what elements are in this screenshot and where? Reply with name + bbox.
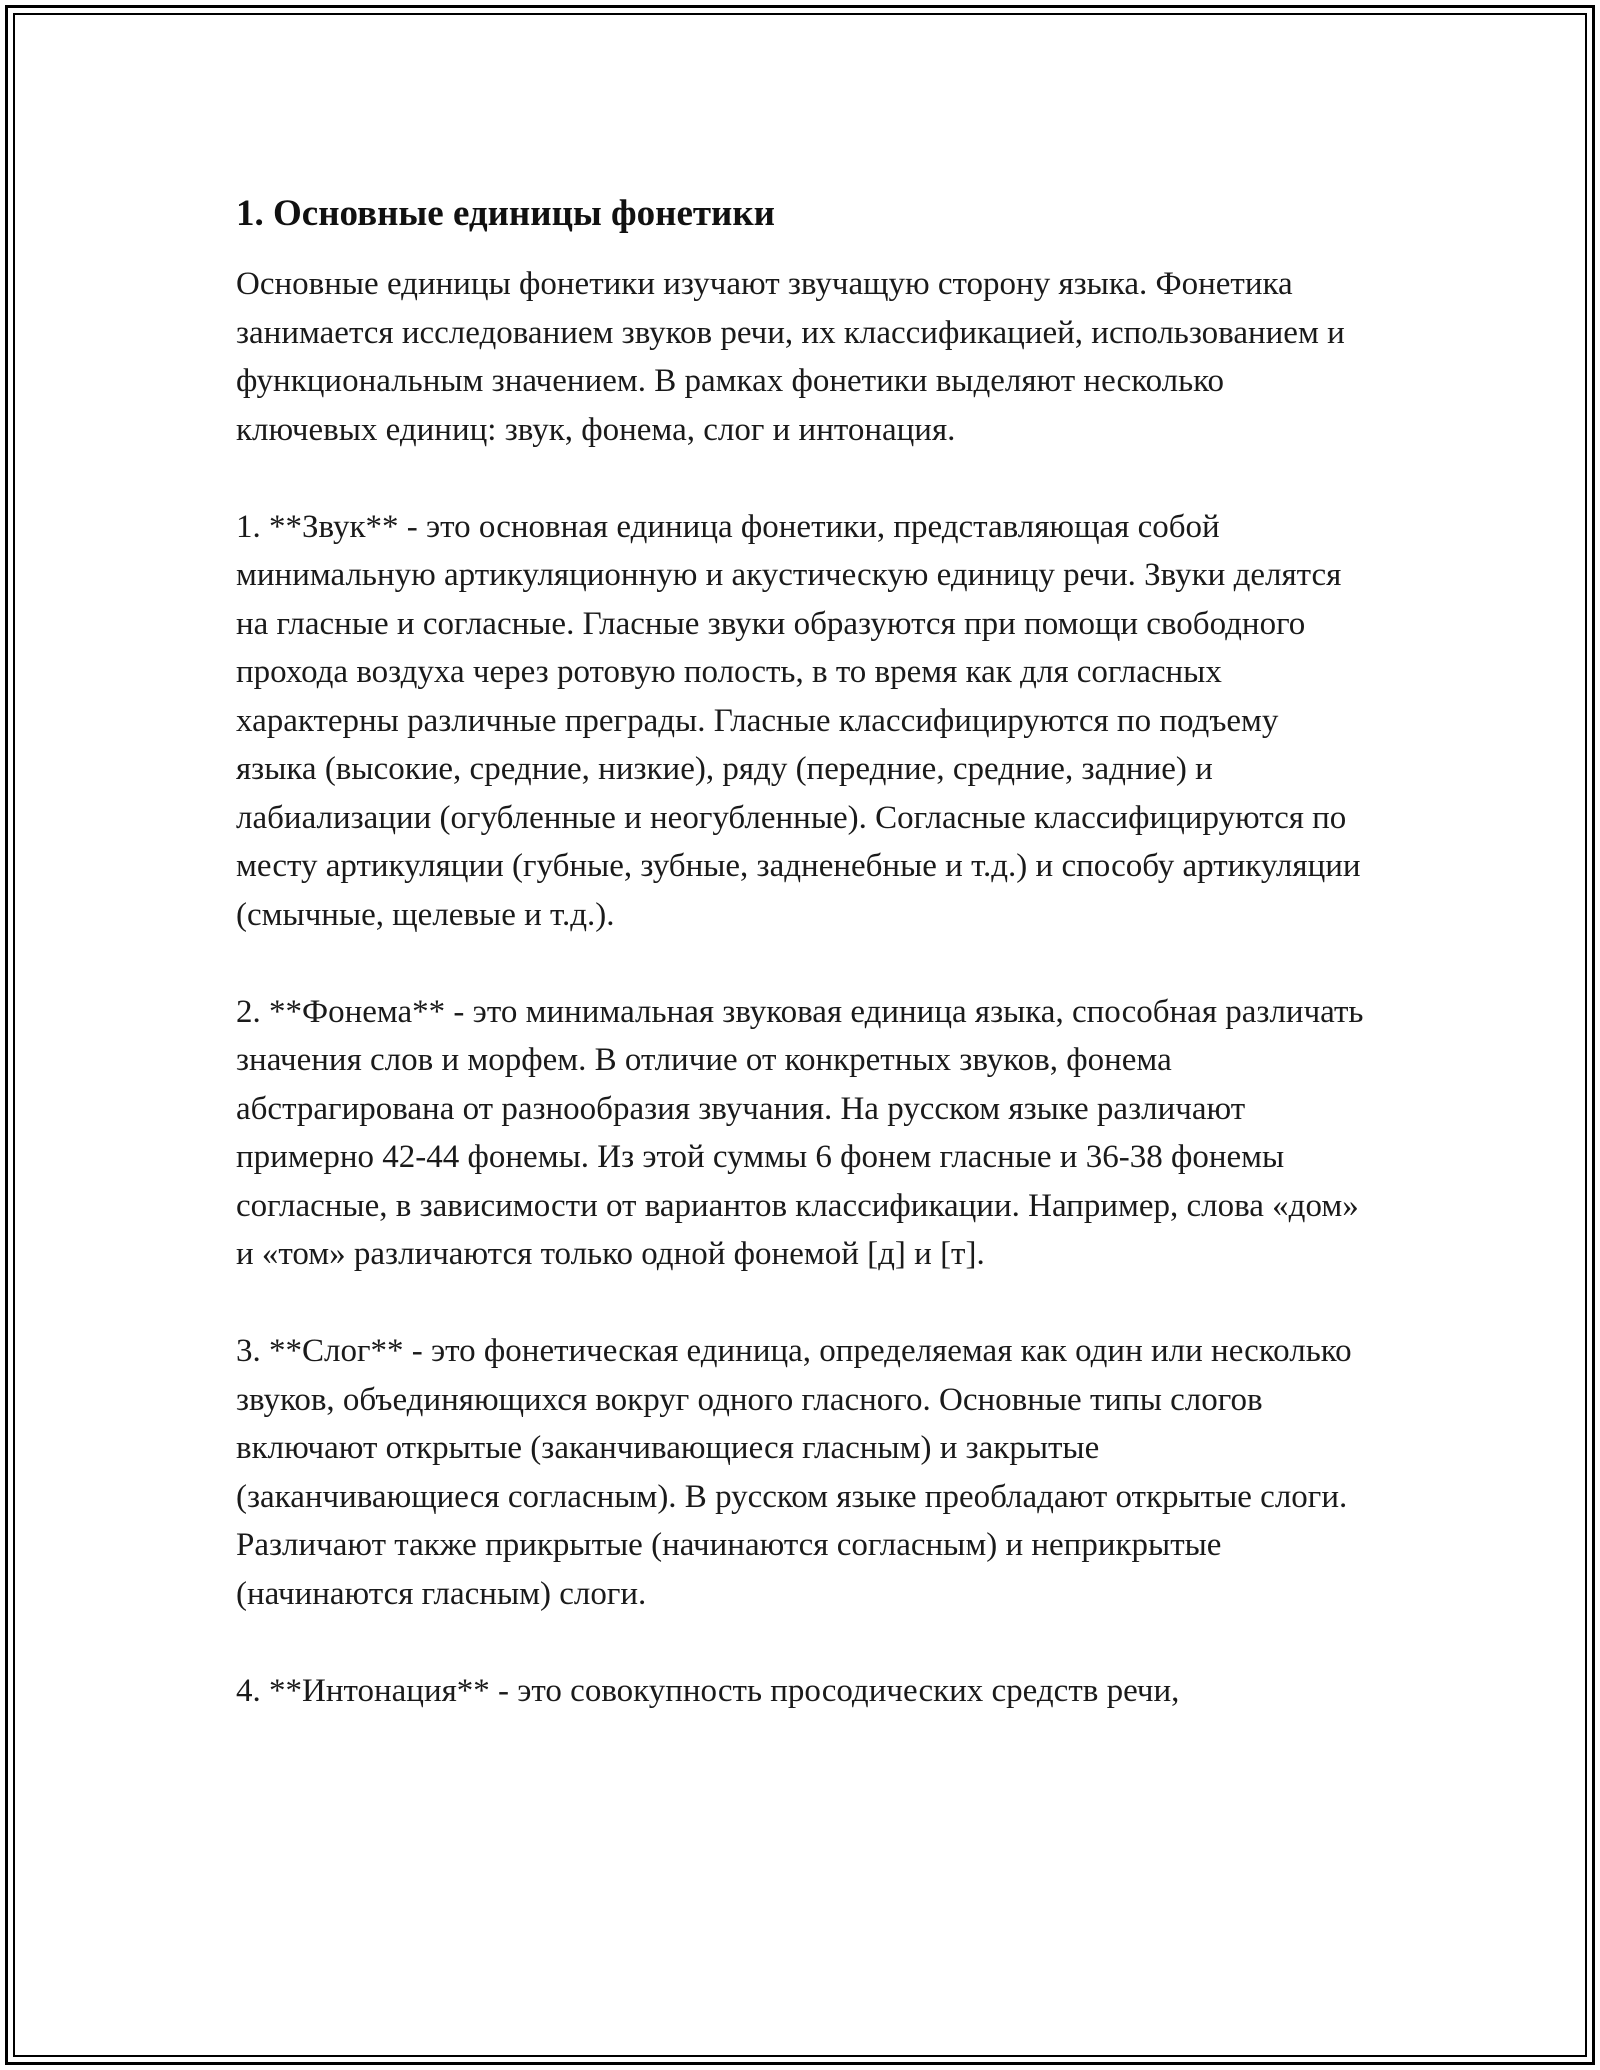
intro-paragraph: Основные единицы фонетики изучают звучащую сторону языка. Фонетика занимается исследованием звуков речи, их классификацией, использованием и функциональным значением. В рамках фонетики выделяют несколько ключевых единиц: звук, фонема, слог и интонация. — [236, 266, 1345, 448]
paragraph-sound: 1. **Звук** - это основная единица фонетики, представляющая собой минимальную артикуляционную и акустическую единицу речи. Звуки делятся на гласные и согласные. Гласные звуки образуются при помощи свободного прохода воздуха через ротовую полость, в то время как для согласных характерны различные преграды. Гласные классифицируются по подъему языка (высокие, средние, низкие), ряду (передние, средние, задние) и лабиализации (огубленные и неогубленные). Согласные классифицируются по месту артикуляции (губные, зубные, задненебные и т.д.) и способу артикуляции (смычные, щелевые и т.д.). — [236, 508, 1361, 933]
paragraph-intonation: 4. **Интонация** - это совокупность просодических средств речи, — [236, 1672, 1180, 1709]
section-heading: 1. Основные единицы фонетики — [236, 193, 775, 234]
document-body — [236, 188, 1366, 1764]
paragraph-syllable: 3. **Слог** - это фонетическая единица, определяемая как один или несколько звуков, объединяющихся вокруг одного гласного. Основные типы слогов включают открытые (заканчивающиеся гласным) и закрытые (заканчивающиеся согласным). В русском языке преобладают открытые слоги. Различают также прикрытые (начинаются согласным) и неприкрытые (начинаются гласным) слоги. — [236, 1333, 1352, 1612]
paragraph-phoneme: 2. **Фонема** - это минимальная звуковая единица языка, способная различать значения слов и морфем. В отличие от конкретных звуков, фонема абстрагирована от разнообразия звучания. На русском языке различают примерно 42-44 фонемы. Из этой суммы 6 фонем гласные и 36-38 фонемы согласные, в зависимости от вариантов классификации. Например, слова «дом» и «том» различаются только одной фонемой [д] и [т]. — [236, 993, 1364, 1272]
